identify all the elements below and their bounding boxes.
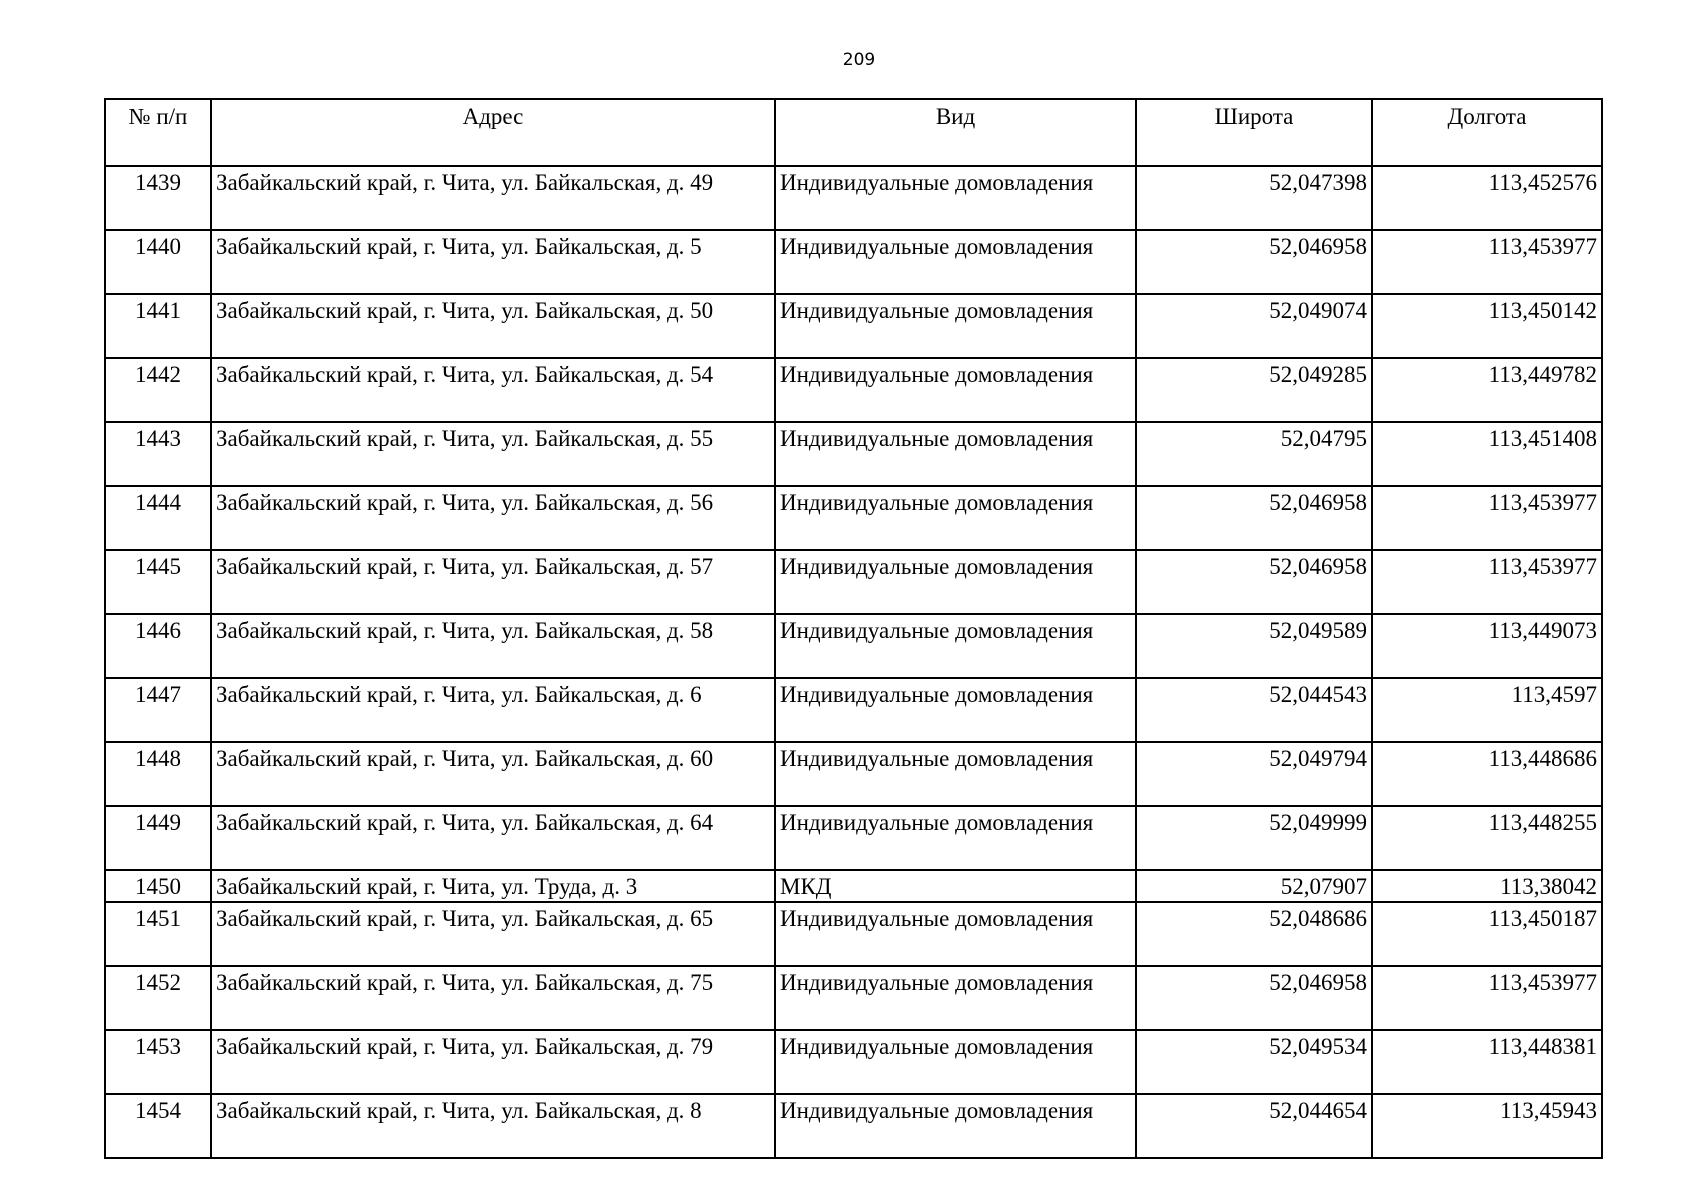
cell-address: Забайкальский край, г. Чита, ул. Байкальская, д. 65 — [211, 902, 775, 966]
cell-kind: Индивидуальные домовладения — [775, 550, 1136, 614]
cell-kind: Индивидуальные домовладения — [775, 614, 1136, 678]
cell-lat: 52,049999 — [1136, 806, 1372, 870]
cell-address: Забайкальский край, г. Чита, ул. Байкальская, д. 50 — [211, 294, 775, 358]
cell-lon: 113,453977 — [1372, 966, 1602, 1030]
cell-kind: МКД — [775, 870, 1136, 902]
table-row — [105, 358, 1602, 422]
table-row — [105, 294, 1602, 358]
cell-lon: 113,449782 — [1372, 358, 1602, 422]
cell-lat: 52,044654 — [1136, 1094, 1372, 1158]
cell-lat: 52,049589 — [1136, 614, 1372, 678]
cell-lat: 52,049794 — [1136, 742, 1372, 806]
cell-lat: 52,049074 — [1136, 294, 1372, 358]
cell-lon: 113,453977 — [1372, 486, 1602, 550]
cell-address: Забайкальский край, г. Чита, ул. Байкальская, д. 60 — [211, 742, 775, 806]
cell-address: Забайкальский край, г. Чита, ул. Байкальская, д. 6 — [211, 678, 775, 742]
cell-lon: 113,448686 — [1372, 742, 1602, 806]
cell-lat: 52,07907 — [1136, 870, 1372, 902]
header-address: Адрес — [211, 99, 775, 166]
cell-num: 1454 — [105, 1094, 211, 1158]
cell-kind: Индивидуальные домовладения — [775, 902, 1136, 966]
cell-lat: 52,046958 — [1136, 550, 1372, 614]
table-header-row — [105, 99, 1602, 166]
cell-kind: Индивидуальные домовладения — [775, 358, 1136, 422]
cell-num: 1447 — [105, 678, 211, 742]
cell-kind: Индивидуальные домовладения — [775, 742, 1136, 806]
cell-kind: Индивидуальные домовладения — [775, 1094, 1136, 1158]
cell-kind: Индивидуальные домовладения — [775, 230, 1136, 294]
cell-lat: 52,044543 — [1136, 678, 1372, 742]
cell-num: 1439 — [105, 166, 211, 230]
table-row — [105, 614, 1602, 678]
cell-lon: 113,449073 — [1372, 614, 1602, 678]
cell-lon: 113,4597 — [1372, 678, 1602, 742]
cell-num: 1443 — [105, 422, 211, 486]
table-row — [105, 1094, 1602, 1158]
cell-num: 1446 — [105, 614, 211, 678]
cell-num: 1444 — [105, 486, 211, 550]
table-row — [105, 870, 1602, 902]
cell-num: 1450 — [105, 870, 211, 902]
cell-lat: 52,049285 — [1136, 358, 1372, 422]
cell-num: 1442 — [105, 358, 211, 422]
cell-kind: Индивидуальные домовладения — [775, 486, 1136, 550]
table-row — [105, 422, 1602, 486]
header-lat: Широта — [1136, 99, 1372, 166]
cell-num: 1441 — [105, 294, 211, 358]
cell-address: Забайкальский край, г. Чита, ул. Труда, д. 3 — [211, 870, 775, 902]
table-row — [105, 230, 1602, 294]
table-row — [105, 486, 1602, 550]
cell-num: 1449 — [105, 806, 211, 870]
cell-kind: Индивидуальные домовладения — [775, 166, 1136, 230]
cell-address: Забайкальский край, г. Чита, ул. Байкальская, д. 75 — [211, 966, 775, 1030]
cell-lon: 113,448381 — [1372, 1030, 1602, 1094]
cell-lon: 113,45943 — [1372, 1094, 1602, 1158]
cell-address: Забайкальский край, г. Чита, ул. Байкальская, д. 5 — [211, 230, 775, 294]
table-row — [105, 966, 1602, 1030]
table-row — [105, 166, 1602, 230]
cell-lon: 113,450187 — [1372, 902, 1602, 966]
cell-lat: 52,048686 — [1136, 902, 1372, 966]
cell-lat: 52,046958 — [1136, 966, 1372, 1030]
cell-lat: 52,046958 — [1136, 230, 1372, 294]
cell-kind: Индивидуальные домовладения — [775, 806, 1136, 870]
cell-address: Забайкальский край, г. Чита, ул. Байкальская, д. 57 — [211, 550, 775, 614]
cell-num: 1451 — [105, 902, 211, 966]
cell-lon: 113,451408 — [1372, 422, 1602, 486]
cell-address: Забайкальский край, г. Чита, ул. Байкальская, д. 64 — [211, 806, 775, 870]
cell-address: Забайкальский край, г. Чита, ул. Байкальская, д. 49 — [211, 166, 775, 230]
cell-lat: 52,04795 — [1136, 422, 1372, 486]
table-row — [105, 806, 1602, 870]
header-lon: Долгота — [1372, 99, 1602, 166]
cell-lon: 113,38042 — [1372, 870, 1602, 902]
cell-address: Забайкальский край, г. Чита, ул. Байкальская, д. 56 — [211, 486, 775, 550]
header-kind: Вид — [775, 99, 1136, 166]
cell-kind: Индивидуальные домовладения — [775, 678, 1136, 742]
cell-address: Забайкальский край, г. Чита, ул. Байкальская, д. 58 — [211, 614, 775, 678]
table-row — [105, 902, 1602, 966]
cell-lon: 113,450142 — [1372, 294, 1602, 358]
cell-kind: Индивидуальные домовладения — [775, 966, 1136, 1030]
cell-lat: 52,047398 — [1136, 166, 1372, 230]
table-row — [105, 550, 1602, 614]
cell-kind: Индивидуальные домовладения — [775, 1030, 1136, 1094]
cell-lon: 113,453977 — [1372, 230, 1602, 294]
cell-address: Забайкальский край, г. Чита, ул. Байкальская, д. 54 — [211, 358, 775, 422]
cell-lon: 113,452576 — [1372, 166, 1602, 230]
table-row — [105, 742, 1602, 806]
table-row — [105, 1030, 1602, 1094]
cell-lat: 52,049534 — [1136, 1030, 1372, 1094]
page-number: 209 — [842, 50, 876, 70]
cell-num: 1440 — [105, 230, 211, 294]
cell-kind: Индивидуальные домовладения — [775, 422, 1136, 486]
cell-address: Забайкальский край, г. Чита, ул. Байкальская, д. 8 — [211, 1094, 775, 1158]
address-table — [104, 98, 1603, 1159]
table-row — [105, 678, 1602, 742]
header-num: № п/п — [105, 99, 211, 166]
cell-num: 1445 — [105, 550, 211, 614]
cell-lon: 113,453977 — [1372, 550, 1602, 614]
cell-kind: Индивидуальные домовладения — [775, 294, 1136, 358]
cell-address: Забайкальский край, г. Чита, ул. Байкальская, д. 79 — [211, 1030, 775, 1094]
cell-num: 1448 — [105, 742, 211, 806]
cell-num: 1452 — [105, 966, 211, 1030]
cell-num: 1453 — [105, 1030, 211, 1094]
cell-lat: 52,046958 — [1136, 486, 1372, 550]
cell-lon: 113,448255 — [1372, 806, 1602, 870]
cell-address: Забайкальский край, г. Чита, ул. Байкальская, д. 55 — [211, 422, 775, 486]
